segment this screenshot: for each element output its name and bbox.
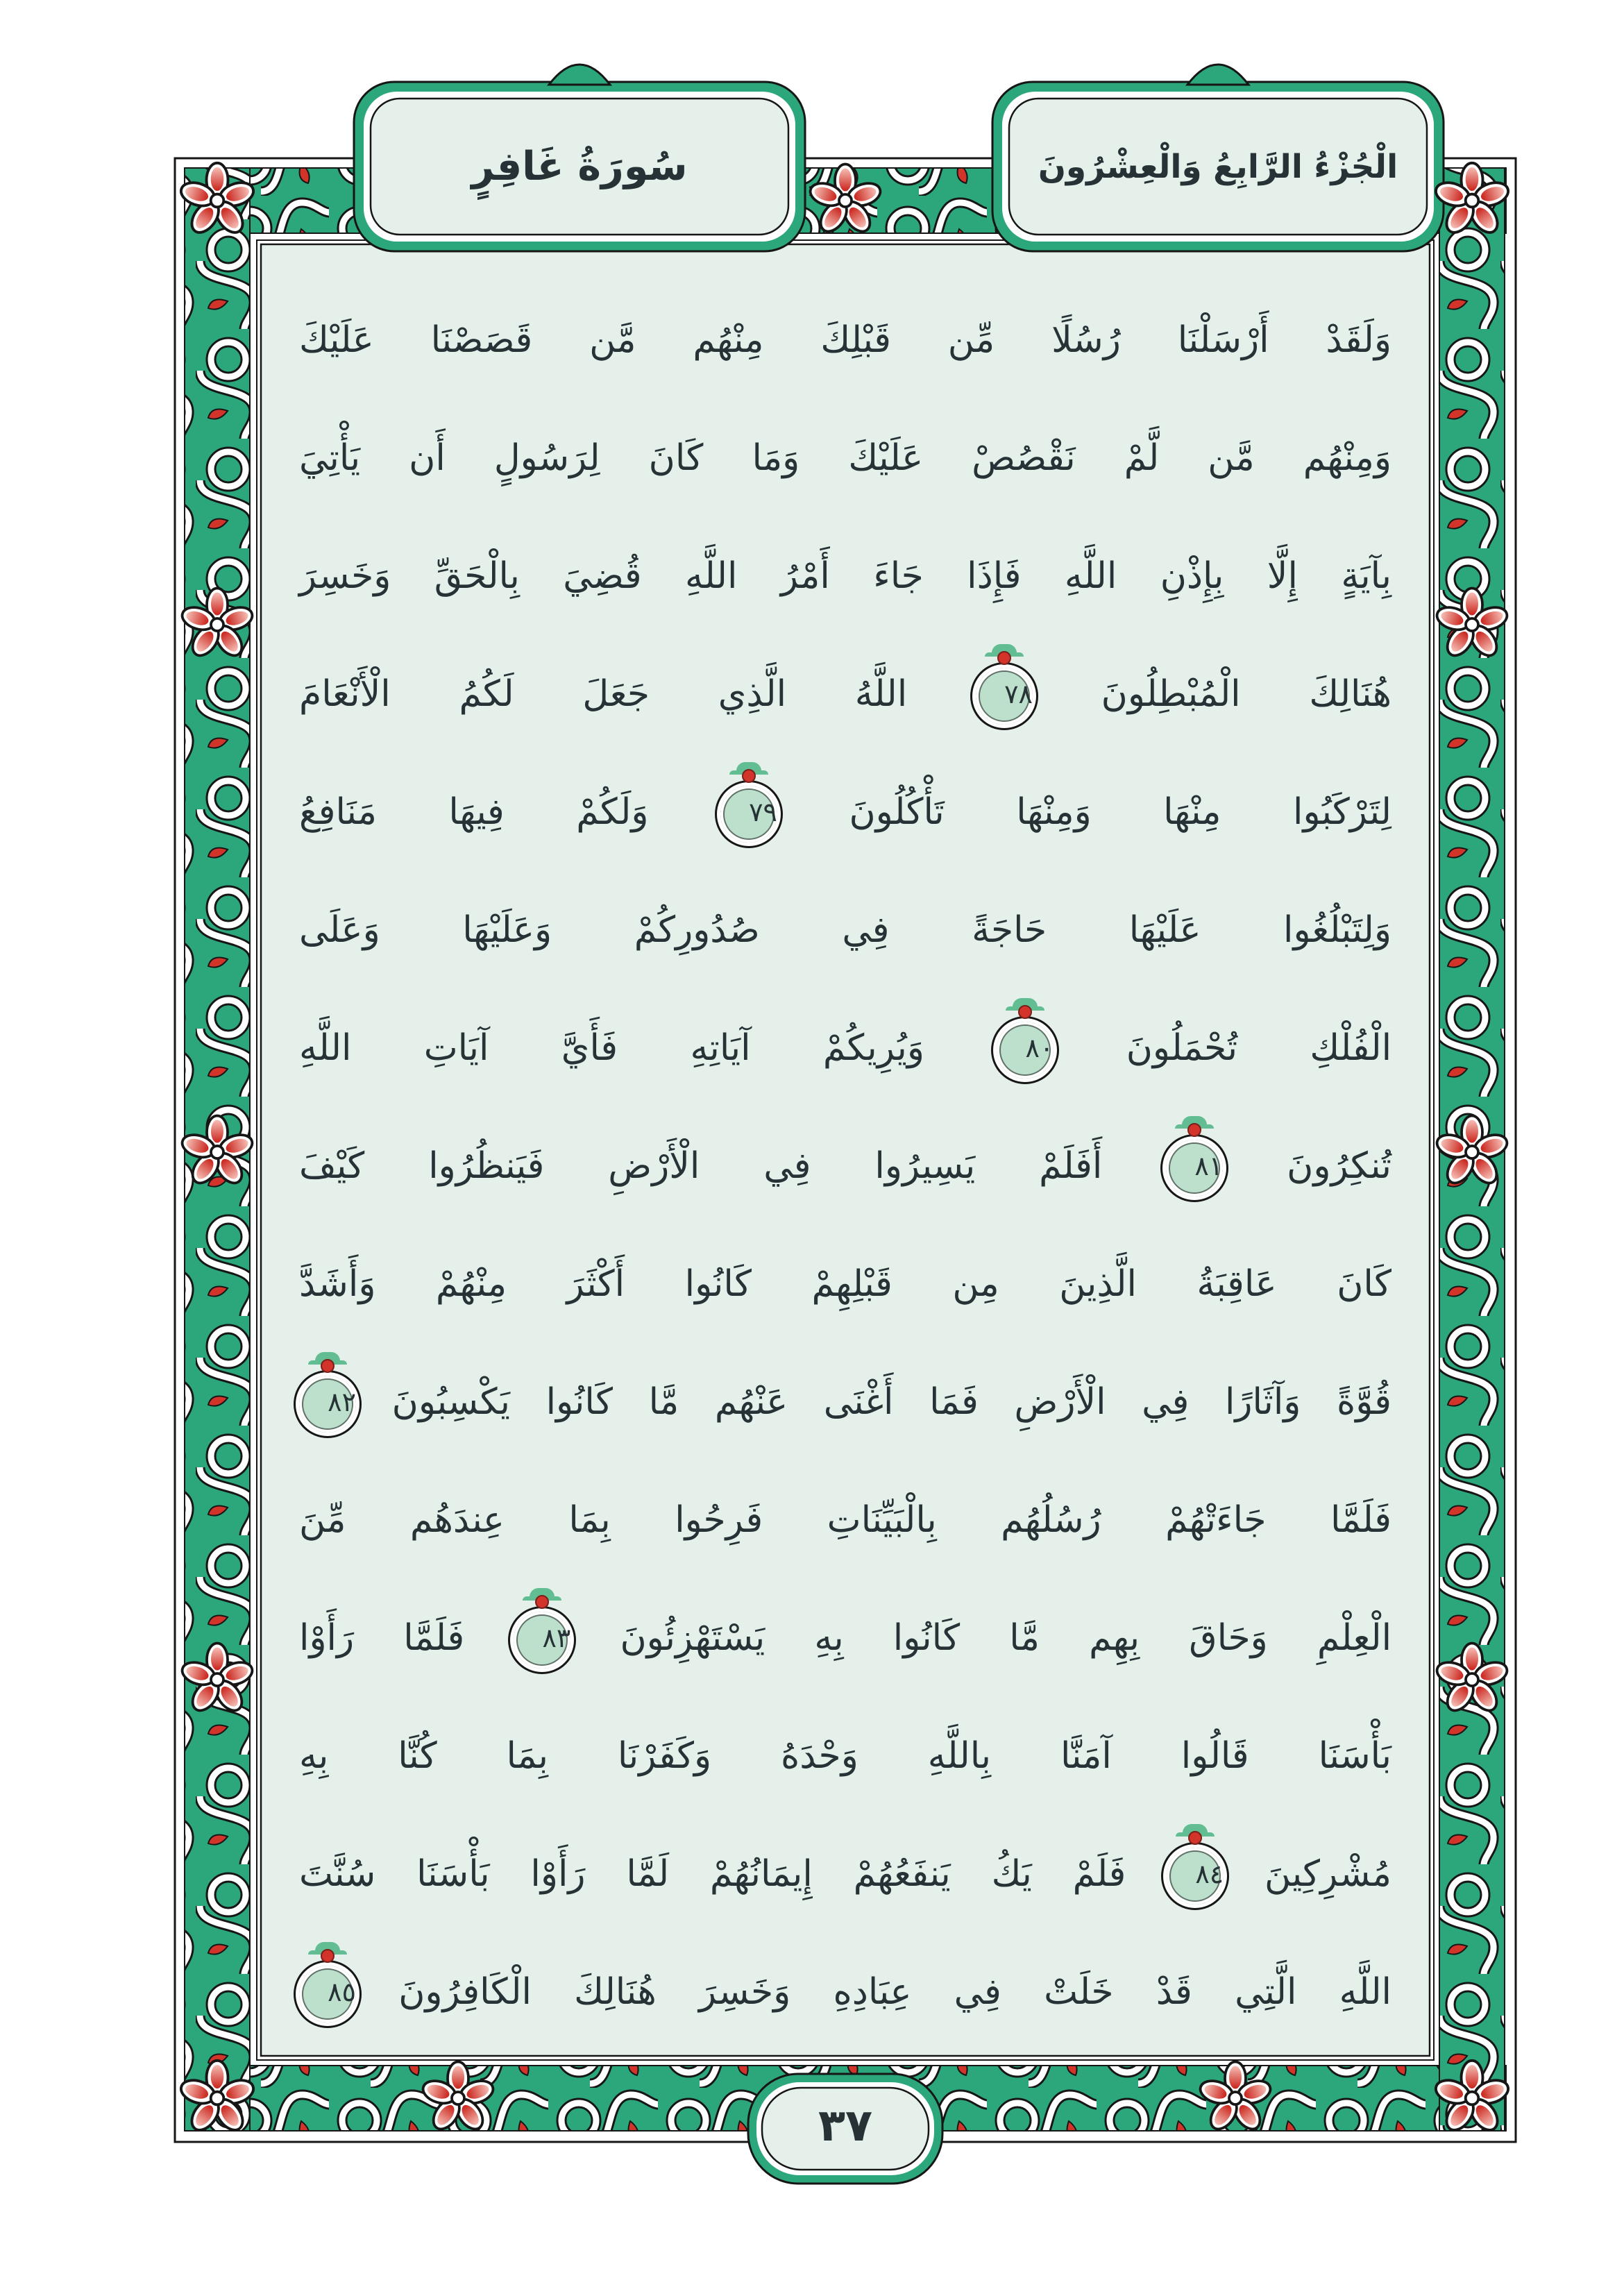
verse-text-segment: لِتَرْكَبُوا مِنْهَا وَمِنْهَا تَأْكُلُونَ [849,791,1391,833]
ayah-number: ٨٢ [328,1387,356,1417]
quran-text-area [299,281,1391,2051]
verse-text-segment: اللَّهُ الَّذِي جَعَلَ لَكُمُ الْأَنْعَامَ [299,673,908,715]
quran-line-5 [299,753,1391,871]
quran-line-13 [299,1697,1391,1815]
ayah-end-marker [1166,1140,1223,1197]
verse-text-segment: وَمِنْهُم مَّن لَّمْ نَقْصُصْ عَلَيْكَ وَمَا كَانَ لِرَسُولٍ أَن يَأْتِيَ [299,437,1391,479]
verse-text-segment: كَانَ عَاقِبَةُ الَّذِينَ مِن قَبْلِهِمْ كَانُوا أَكْثَرَ مِنْهُمْ وَأَشَدَّ [299,1263,1391,1305]
quran-line-15 [299,1933,1391,2051]
verse-text-segment: اللَّهِ الَّتِي قَدْ خَلَتْ فِي عِبَادِهِ وَخَسِرَ هُنَالِكَ الْكَافِرُونَ [398,1971,1392,2013]
ayah-number: ٧٩ [749,797,777,827]
juz-title: الْجُزْءُ الرَّابِعُ وَالْعِشْرُونَ [1038,147,1398,186]
juz-title-cartouche [992,82,1444,251]
verse-text-segment: قُوَّةً وَآثَارًا فِي الْأَرْضِ فَمَا أَغْنَى عَنْهُم مَّا كَانُوا يَكْسِبُونَ [391,1381,1392,1423]
ayah-end-marker [514,1612,570,1669]
ayah-end-marker [299,1376,356,1433]
verse-text-segment: فَلَمْ يَكُ يَنفَعُهُمْ إِيمَانُهُمْ لَمَّا رَأَوْا بَأْسَنَا سُنَّتَ [299,1853,1126,1895]
ayah-end-marker [720,786,777,843]
verse-text-segment: وَلَقَدْ أَرْسَلْنَا رُسُلًا مِّن قَبْلِكَ مِنْهُم مَّن قَصَصْنَا عَلَيْكَ [299,319,1391,361]
page-number: ٣٧ [818,2100,873,2152]
quran-line-9 [299,1225,1391,1343]
verse-text-segment: الْفُلْكِ تُحْمَلُونَ [1126,1027,1392,1069]
verse-text-segment: مُشْرِكِينَ [1264,1853,1391,1895]
ayah-number: ٨١ [1194,1151,1224,1181]
ayah-number: ٨٤ [1195,1859,1224,1889]
verse-text-segment: فَلَمَّا رَأَوْا [299,1617,465,1659]
ayah-number: ٨٥ [328,1977,356,2007]
quran-line-14 [299,1815,1391,1933]
verse-text-segment: بِآيَةٍ إِلَّا بِإِذْنِ اللَّهِ فَإِذَا جَاءَ أَمْرُ اللَّهِ قُضِيَ بِالْحَقِّ وَخَسِرَ [299,555,1391,597]
quran-line-11 [299,1461,1391,1579]
quran-line-2 [299,399,1391,517]
ayah-number: ٧٨ [1004,679,1033,709]
ayah-end-marker [299,1966,356,2023]
quran-line-4 [299,635,1391,753]
verse-text-segment: تُنكِرُونَ [1287,1145,1392,1187]
verse-text-segment: وَيُرِيكُمْ آيَاتِهِ فَأَيَّ آيَاتِ اللَّهِ [299,1027,925,1069]
verse-text-segment: وَلَكُمْ فِيهَا مَنَافِعُ [299,791,649,833]
verse-text-segment: هُنَالِكَ الْمُبْطِلُونَ [1101,673,1391,715]
ayah-number: ٨٣ [542,1623,571,1653]
quran-line-3 [299,517,1391,635]
surah-title: سُورَةُ غَافِرٍ [471,144,688,189]
verse-text-segment: بَأْسَنَا قَالُوا آمَنَّا بِاللَّهِ وَحْدَهُ وَكَفَرْنَا بِمَا كُنَّا بِهِ [299,1735,1391,1777]
verse-text-segment: الْعِلْمِ وَحَاقَ بِهِم مَّا كَانُوا بِهِ يَسْتَهْزِئُونَ [620,1617,1392,1659]
quran-line-12 [299,1579,1391,1697]
quran-line-1 [299,281,1391,399]
quran-line-10 [299,1343,1391,1461]
ayah-end-marker [997,1022,1054,1079]
ayah-end-marker [976,668,1033,725]
quran-line-8 [299,1107,1391,1225]
verse-text-segment: فَلَمَّا جَاءَتْهُمْ رُسُلُهُم بِالْبَيِّنَاتِ فَرِحُوا بِمَا عِندَهُم مِّنَ [299,1499,1391,1541]
verse-text-segment: أَفَلَمْ يَسِيرُوا فِي الْأَرْضِ فَيَنظُرُوا كَيْفَ [299,1145,1103,1187]
quran-line-7 [299,989,1391,1107]
page-number-cartouche [748,2074,942,2178]
ayah-end-marker [1167,1848,1224,1905]
surah-title-cartouche [354,82,805,251]
ayah-number: ٨٠ [1025,1033,1054,1063]
verse-text-segment: وَلِتَبْلُغُوا عَلَيْهَا حَاجَةً فِي صُدُورِكُمْ وَعَلَيْهَا وَعَلَى [299,909,1391,951]
quran-line-6 [299,871,1391,989]
